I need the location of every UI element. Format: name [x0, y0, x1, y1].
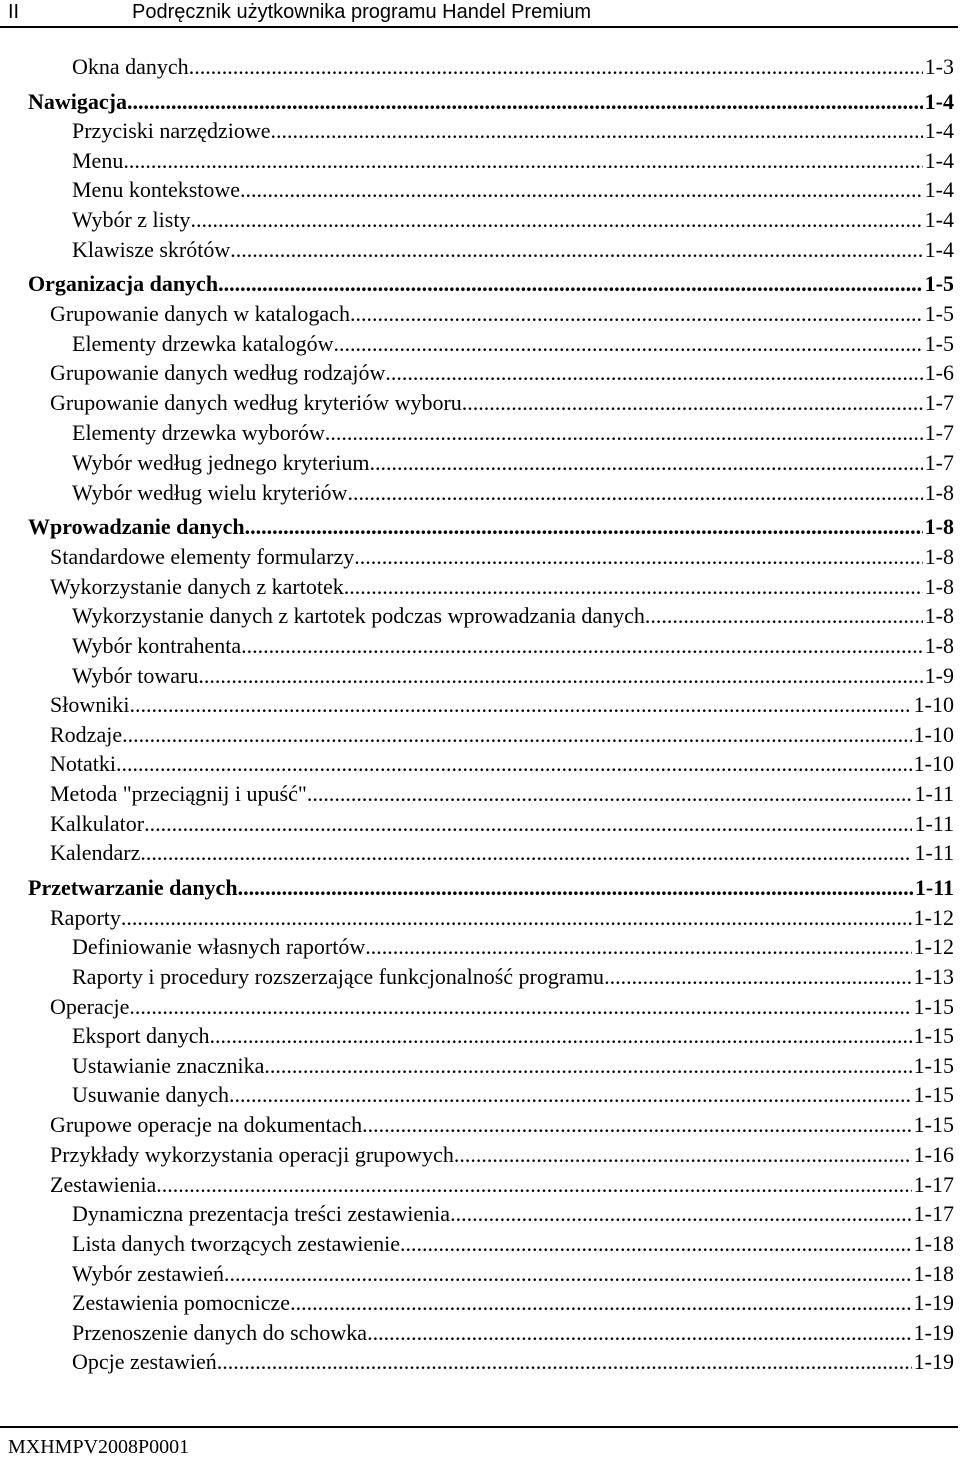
toc-entry-title: Grupowanie danych według kryteriów wyboru — [50, 390, 462, 415]
toc-entry — [0, 903, 954, 933]
toc-entry-title: Słowniki — [50, 692, 130, 717]
toc-entry-page: 1-11 — [914, 781, 954, 806]
toc-entry-title: Grupowe operacje na dokumentach — [50, 1112, 363, 1137]
toc-entry-title: Wybór towaru — [72, 663, 199, 688]
toc-dot-leader — [198, 661, 922, 691]
toc-entry-title: Raporty i procedury rozszerzające funkcjonalność programu — [72, 964, 605, 989]
toc-entry — [0, 631, 954, 661]
toc-entry-title: Zestawienia — [50, 1172, 157, 1197]
toc-dot-leader — [400, 1229, 912, 1259]
toc-dot-leader — [238, 873, 913, 903]
toc-dot-leader — [156, 1170, 911, 1200]
toc-dot-leader — [140, 838, 912, 868]
toc-entry-page: 1-8 — [924, 633, 954, 658]
toc-entry-title: Wybór według wielu kryteriów — [72, 480, 348, 505]
toc-dot-leader — [190, 205, 922, 235]
toc-dot-leader — [240, 175, 923, 205]
toc-entry-page: 1-17 — [913, 1201, 954, 1226]
toc-dot-leader — [385, 358, 922, 388]
toc-entry — [0, 1259, 954, 1289]
toc-entry-page: 1-19 — [913, 1320, 954, 1345]
toc-entry — [0, 52, 954, 82]
toc-dot-leader — [347, 478, 922, 508]
toc-dot-leader — [189, 52, 923, 82]
toc-entry-title: Grupowanie danych według rodzajów — [50, 360, 386, 385]
toc-entry-page: 1-12 — [913, 934, 954, 959]
toc-entry — [0, 779, 954, 809]
toc-entry — [0, 838, 954, 868]
toc-entry — [0, 1051, 954, 1081]
toc-entry — [0, 146, 954, 176]
toc-entry-title: Wykorzystanie danych z kartotek podczas wprowadzania danych — [72, 603, 645, 628]
toc-section-entry — [0, 87, 954, 117]
toc-entry-page: 1-11 — [914, 875, 954, 900]
toc-entry-title: Notatki — [50, 751, 116, 776]
toc-entry — [0, 448, 954, 478]
toc-dot-leader — [367, 1318, 912, 1348]
toc-entry-page: 1-12 — [913, 905, 954, 930]
toc-entry-title: Dynamiczna prezentacja treści zestawienia — [72, 1201, 451, 1226]
toc-entry-title: Wybór kontrahenta — [72, 633, 242, 658]
toc-entry-title: Przyciski narzędziowe — [72, 118, 271, 143]
toc-entry — [0, 1021, 954, 1051]
toc-entry-title: Wybór według jednego kryterium — [72, 450, 370, 475]
toc-entry — [0, 542, 954, 572]
toc-entry-title: Wybór zestawień — [72, 1261, 225, 1286]
toc-section-entry — [0, 873, 954, 903]
toc-entry-title: Przetwarzanie danych — [28, 875, 238, 900]
toc-entry — [0, 358, 954, 388]
toc-entry — [0, 299, 954, 329]
toc-dot-leader — [127, 87, 923, 117]
header-title: Podręcznik użytkownika programu Handel Premium — [132, 1, 592, 23]
toc-entry-title: Organizacja danych — [28, 271, 219, 296]
toc-dot-leader — [116, 749, 912, 779]
toc-entry — [0, 690, 954, 720]
toc-entry-title: Okna danych — [72, 54, 189, 79]
toc-entry-page: 1-7 — [924, 420, 954, 445]
toc-entry-title: Przykłady wykorzystania operacji grupowych — [50, 1142, 454, 1167]
toc-entry-page: 1-19 — [913, 1290, 954, 1315]
toc-section-entry — [0, 512, 954, 542]
toc-entry-page: 1-4 — [924, 177, 954, 202]
toc-entry — [0, 478, 954, 508]
toc-entry — [0, 205, 954, 235]
toc-dot-leader — [271, 116, 923, 146]
toc-entry-page: 1-11 — [914, 840, 954, 865]
toc-entry-title: Elementy drzewka katalogów — [72, 331, 334, 356]
toc-entry-page: 1-5 — [924, 301, 954, 326]
toc-entry — [0, 175, 954, 205]
toc-dot-leader — [365, 932, 911, 962]
toc-entry — [0, 1080, 954, 1110]
toc-entry-page: 1-4 — [924, 89, 954, 114]
toc-entry-page: 1-13 — [913, 964, 954, 989]
toc-dot-leader — [224, 1259, 912, 1289]
toc-dot-leader — [307, 779, 913, 809]
toc-entry-page: 1-15 — [913, 1112, 954, 1137]
toc-dot-leader — [129, 992, 911, 1022]
toc-dot-leader — [122, 720, 912, 750]
toc-dot-leader — [645, 601, 923, 631]
toc-entry — [0, 1140, 954, 1170]
toc-entry — [0, 601, 954, 631]
toc-entry-page: 1-8 — [924, 480, 954, 505]
toc-entry — [0, 809, 954, 839]
toc-dot-leader — [350, 299, 923, 329]
toc-entry — [0, 1288, 954, 1318]
toc-entry-page: 1-4 — [924, 148, 954, 173]
toc-entry-title: Standardowe elementy formularzy — [50, 544, 355, 569]
toc-entry-page: 1-11 — [914, 811, 954, 836]
toc-section-entry — [0, 269, 954, 299]
page-header — [0, 0, 960, 26]
toc-dot-leader — [129, 690, 911, 720]
toc-entry-title: Usuwanie danych — [72, 1082, 230, 1107]
toc-entry-title: Lista danych tworzących zestawienie — [72, 1231, 401, 1256]
toc-dot-leader — [245, 512, 923, 542]
toc-entry-title: Opcje zestawień — [72, 1349, 217, 1374]
toc-entry-title: Przenoszenie danych do schowka — [72, 1320, 368, 1345]
toc-entry-page: 1-7 — [924, 450, 954, 475]
toc-entry-page: 1-4 — [924, 118, 954, 143]
toc-dot-leader — [333, 329, 922, 359]
toc-entry-page: 1-3 — [924, 54, 954, 79]
toc-dot-leader — [218, 269, 923, 299]
toc-dot-leader — [241, 631, 923, 661]
toc-dot-leader — [230, 235, 922, 265]
toc-dot-leader — [144, 809, 912, 839]
footer-code: MXHMPV2008P0001 — [8, 1436, 190, 1458]
toc-entry-title: Kalendarz — [50, 840, 141, 865]
toc-entry-page: 1-10 — [913, 722, 954, 747]
toc-entry-page: 1-10 — [913, 692, 954, 717]
toc-entry — [0, 1110, 954, 1140]
toc-entry-title: Definiowanie własnych raportów — [72, 934, 366, 959]
toc-dot-leader — [604, 962, 912, 992]
toc-entry-page: 1-15 — [913, 994, 954, 1019]
toc-entry-title: Wykorzystanie danych z kartotek — [50, 574, 344, 599]
toc-entry — [0, 1347, 954, 1377]
toc-entry-title: Rodzaje — [50, 722, 123, 747]
toc-entry-page: 1-8 — [924, 574, 954, 599]
toc-entry-page: 1-8 — [924, 603, 954, 628]
toc-entry-title: Operacje — [50, 994, 130, 1019]
toc-entry — [0, 962, 954, 992]
header-rule — [0, 26, 958, 28]
toc-entry-title: Zestawienia pomocnicze — [72, 1290, 291, 1315]
toc-dot-leader — [264, 1051, 911, 1081]
toc-dot-leader — [369, 448, 922, 478]
toc-entry — [0, 1199, 954, 1229]
toc-entry-page: 1-18 — [913, 1261, 954, 1286]
toc-entry-title: Menu kontekstowe — [72, 177, 241, 202]
toc-entry — [0, 572, 954, 602]
toc-dot-leader — [121, 903, 912, 933]
toc-entry — [0, 992, 954, 1022]
toc-entry-page: 1-15 — [913, 1023, 954, 1048]
header-page-number: II — [8, 1, 20, 23]
toc-entry-title: Metoda "przeciągnij i upuść" — [50, 781, 307, 806]
toc-entry-page: 1-8 — [924, 544, 954, 569]
toc-dot-leader — [454, 1140, 912, 1170]
toc-entry-title: Nawigacja — [28, 89, 127, 114]
toc-entry — [0, 720, 954, 750]
toc-dot-leader — [354, 542, 922, 572]
toc-entry-title: Wprowadzanie danych — [28, 514, 245, 539]
toc-dot-leader — [344, 572, 923, 602]
toc-entry-page: 1-19 — [913, 1349, 954, 1374]
toc-entry-title: Kalkulator — [50, 811, 145, 836]
toc-entry — [0, 388, 954, 418]
toc-entry-page: 1-18 — [913, 1231, 954, 1256]
toc-entry-page: 1-7 — [924, 390, 954, 415]
toc-entry — [0, 932, 954, 962]
toc-entry-page: 1-5 — [924, 271, 954, 296]
toc-entry — [0, 1318, 954, 1348]
toc-entry-page: 1-8 — [924, 514, 954, 539]
toc-entry-title: Menu — [72, 148, 124, 173]
toc-entry-page: 1-15 — [913, 1053, 954, 1078]
toc-entry — [0, 1229, 954, 1259]
toc-dot-leader — [462, 388, 923, 418]
toc-entry-page: 1-10 — [913, 751, 954, 776]
toc-entry-page: 1-6 — [924, 360, 954, 385]
toc-entry-title: Raporty — [50, 905, 121, 930]
toc-entry — [0, 116, 954, 146]
toc-entry — [0, 235, 954, 265]
toc-dot-leader — [229, 1080, 912, 1110]
toc-entry-page: 1-4 — [924, 207, 954, 232]
toc-entry — [0, 661, 954, 691]
footer-rule — [0, 1426, 958, 1428]
toc-entry-title: Ustawianie znacznika — [72, 1053, 265, 1078]
toc-entry-page: 1-9 — [924, 663, 954, 688]
toc-dot-leader — [217, 1347, 912, 1377]
toc-entry-title: Elementy drzewka wyborów — [72, 420, 325, 445]
toc-entry-page: 1-4 — [924, 237, 954, 262]
toc-entry-title: Klawisze skrótów — [72, 237, 231, 262]
toc-entry-title: Wybór z listy — [72, 207, 191, 232]
toc-entry — [0, 329, 954, 359]
toc-entry — [0, 749, 954, 779]
toc-dot-leader — [362, 1110, 912, 1140]
toc-dot-leader — [325, 418, 923, 448]
toc-entry — [0, 418, 954, 448]
toc-entry-title: Eksport danych — [72, 1023, 210, 1048]
toc-dot-leader — [209, 1021, 911, 1051]
toc-entry-page: 1-16 — [913, 1142, 954, 1167]
toc-dot-leader — [450, 1199, 912, 1229]
toc-entry-title: Grupowanie danych w katalogach — [50, 301, 350, 326]
toc-entry-page: 1-17 — [913, 1172, 954, 1197]
toc-dot-leader — [123, 146, 922, 176]
toc-dot-leader — [290, 1288, 912, 1318]
toc-entry-page: 1-15 — [913, 1082, 954, 1107]
toc-entry-page: 1-5 — [924, 331, 954, 356]
toc-entry — [0, 1170, 954, 1200]
